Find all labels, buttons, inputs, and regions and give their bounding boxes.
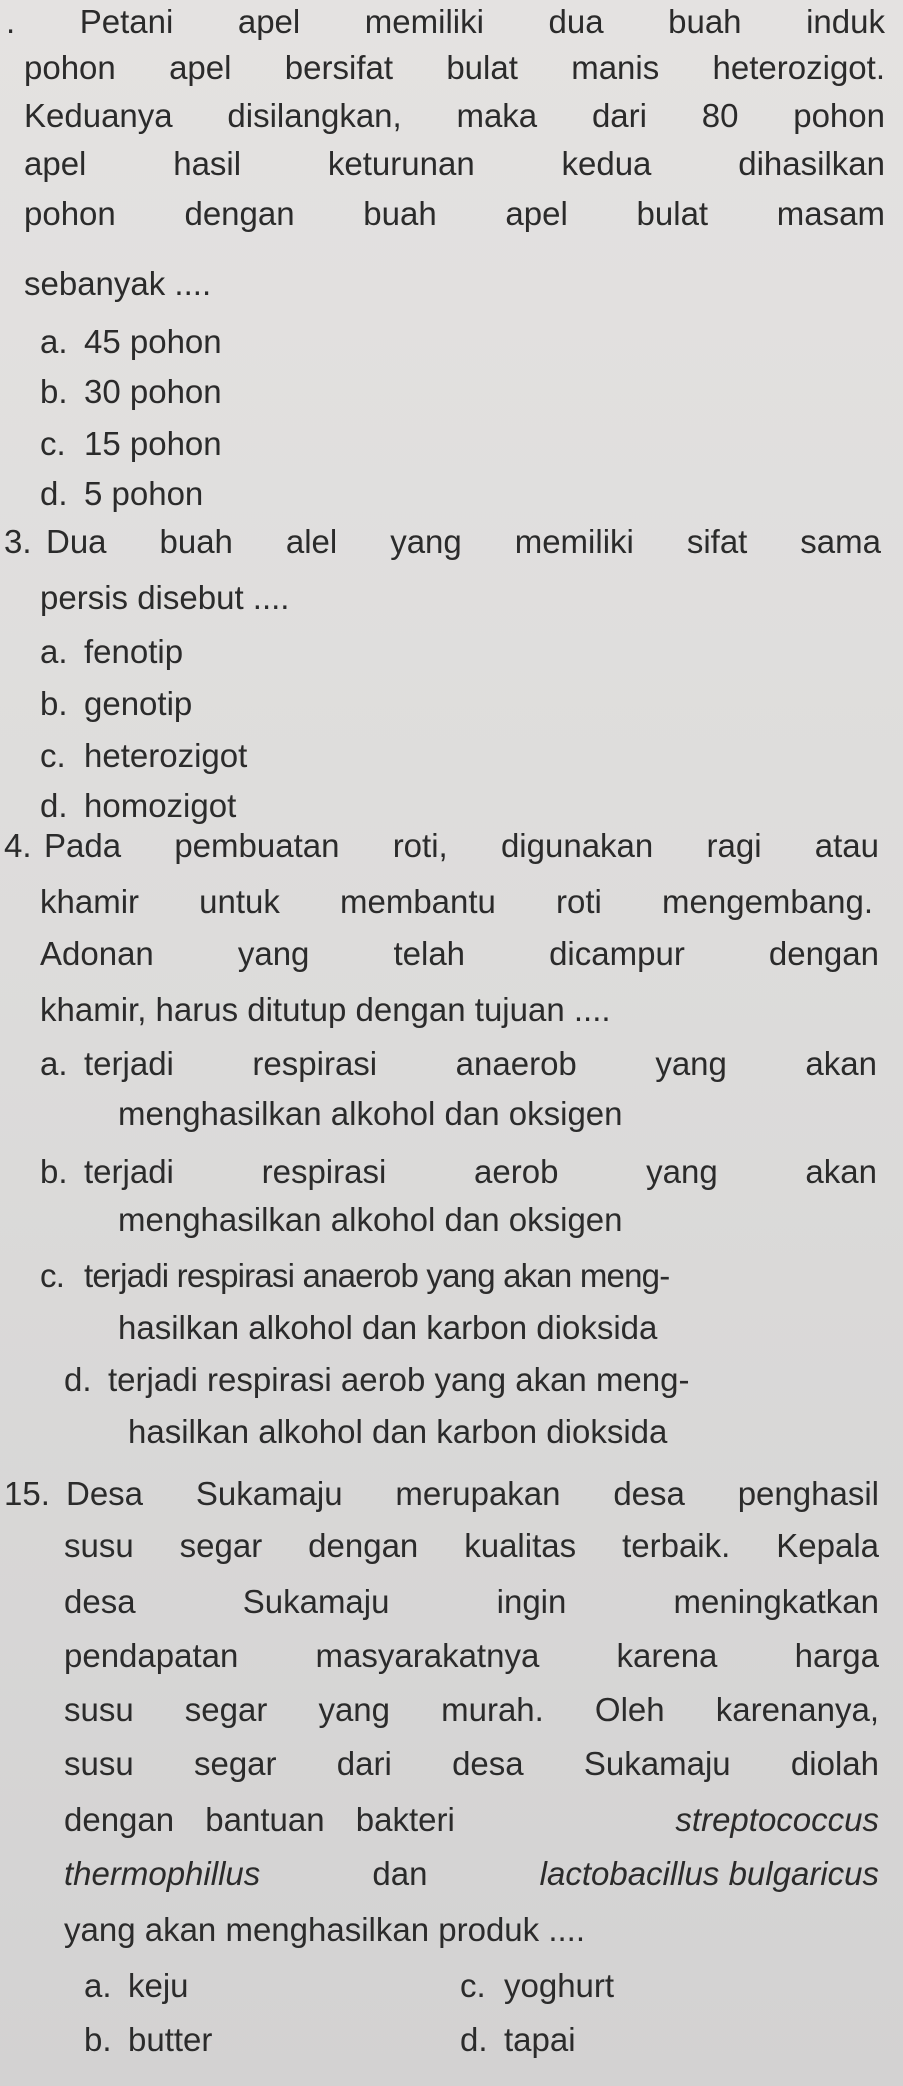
option-text: 15 pohon <box>84 425 222 462</box>
q4-option-d <box>64 1360 885 1400</box>
option-letter: c. <box>460 1967 486 2004</box>
q4-option-d-line-2: hasilkan alkohol dan karbon dioksida <box>128 1413 668 1450</box>
option-letter: a. <box>40 633 68 670</box>
option-letter: d. <box>64 1361 92 1398</box>
option-letter: d. <box>40 787 68 824</box>
question-number: 4. <box>4 827 32 864</box>
option-letter: b. <box>40 685 68 722</box>
q15-line-3: desa Sukamaju ingin meningkatkan <box>64 1583 879 1620</box>
option-text: terjadi respirasi aerob yang akan meng- <box>108 1361 690 1398</box>
option-text: fenotip <box>84 633 184 670</box>
q15-line-6: susu segar dari desa Sukamaju diolah <box>64 1745 879 1782</box>
q2-option-c <box>40 424 885 464</box>
option-text: 5 pohon <box>84 475 204 512</box>
q2-line-3: Keduanya disilangkan, maka dari 80 pohon <box>24 97 885 134</box>
q15-line-9: yang akan menghasilkan produk .... <box>64 1911 585 1948</box>
question-text: Pada pembuatan roti, digunakan ragi atau <box>44 827 879 864</box>
option-text: heterozigot <box>84 737 248 774</box>
option-text: 30 pohon <box>84 373 222 410</box>
q4-line-4: khamir, harus ditutup dengan tujuan .... <box>40 991 611 1028</box>
option-letter: b. <box>40 373 68 410</box>
q15-line-1 <box>4 1474 879 1514</box>
option-letter: a. <box>40 323 68 360</box>
option-text: terjadi respirasi aerob yang akan <box>84 1153 877 1190</box>
q4-line-3: Adonan yang telah dicampur dengan <box>40 935 879 972</box>
species-name: thermophillus <box>64 1855 261 1892</box>
option-letter: b. <box>84 2021 112 2058</box>
q15-option-a <box>84 1966 384 2006</box>
q15-option-c <box>460 1966 760 2006</box>
option-text: butter <box>128 2021 213 2058</box>
question-number: 15. <box>4 1475 50 1512</box>
q3-option-d <box>40 786 885 826</box>
species-name: streptococcus <box>675 1801 879 1838</box>
q2-line-2: pohon apel bersifat bulat manis heterozigot. <box>24 49 885 86</box>
q4-option-a-line-2: menghasilkan alkohol dan oksigen <box>118 1095 623 1132</box>
option-text: yoghurt <box>504 1967 615 2004</box>
q15-line-5: susu segar yang murah. Oleh karenanya, <box>64 1691 879 1728</box>
q4-option-b <box>40 1152 877 1192</box>
q15-line-2: susu segar dengan kualitas terbaik. Kepala <box>64 1527 879 1564</box>
q3-option-c <box>40 736 885 776</box>
q2-option-b <box>40 372 885 412</box>
q4-option-c <box>40 1256 885 1296</box>
q15-line-7 <box>64 1800 879 1840</box>
question-text: Desa Sukamaju merupakan desa penghasil <box>66 1475 879 1512</box>
q4-line-1 <box>4 826 879 866</box>
q2-option-d <box>40 474 885 514</box>
option-text: homozigot <box>84 787 237 824</box>
option-text: terjadi respirasi anaerob yang akan meng- <box>84 1257 670 1294</box>
q3-option-b <box>40 684 885 724</box>
option-letter: c. <box>40 737 66 774</box>
option-letter: a. <box>84 1967 112 2004</box>
option-text: tapai <box>504 2021 576 2058</box>
option-text: genotip <box>84 685 193 722</box>
q4-option-c-line-2: hasilkan alkohol dan karbon dioksida <box>118 1309 658 1346</box>
option-letter: c. <box>40 425 66 462</box>
question-text: Dua buah alel yang memiliki sifat sama <box>46 523 881 560</box>
option-letter: b. <box>40 1153 68 1190</box>
option-text: terjadi respirasi anaerob yang akan <box>84 1045 877 1082</box>
q2-line-5: pohon dengan buah apel bulat masam <box>24 195 885 232</box>
question-text: dengan bantuan bakteri <box>64 1801 455 1838</box>
q15-option-b <box>84 2020 384 2060</box>
q15-line-4: pendapatan masyarakatnya karena harga <box>64 1637 879 1674</box>
q2-line-4: apel hasil keturunan kedua dihasilkan <box>24 145 885 182</box>
question-text: dan <box>372 1855 428 1892</box>
q2-option-a <box>40 322 885 362</box>
q4-option-a <box>40 1044 877 1084</box>
option-letter: c. <box>40 1257 65 1294</box>
species-name: lactobacillus bulgaricus <box>539 1855 879 1892</box>
q15-line-8 <box>64 1854 879 1894</box>
question-number: 3. <box>4 523 32 560</box>
option-letter: d. <box>460 2021 488 2058</box>
q3-option-a <box>40 632 885 672</box>
q4-line-2: khamir untuk membantu roti mengembang. <box>40 883 873 920</box>
option-text: 45 pohon <box>84 323 222 360</box>
q3-line-1 <box>4 522 881 562</box>
q4-option-b-line-2: menghasilkan alkohol dan oksigen <box>118 1201 623 1238</box>
option-letter: a. <box>40 1045 68 1082</box>
option-letter: d. <box>40 475 68 512</box>
q3-line-2: persis disebut .... <box>40 579 290 616</box>
q15-option-d <box>460 2020 760 2060</box>
q2-line-6: sebanyak .... <box>24 265 212 302</box>
option-text: keju <box>128 1967 189 2004</box>
q2-line-1: . Petani apel memiliki dua buah induk <box>6 3 885 40</box>
